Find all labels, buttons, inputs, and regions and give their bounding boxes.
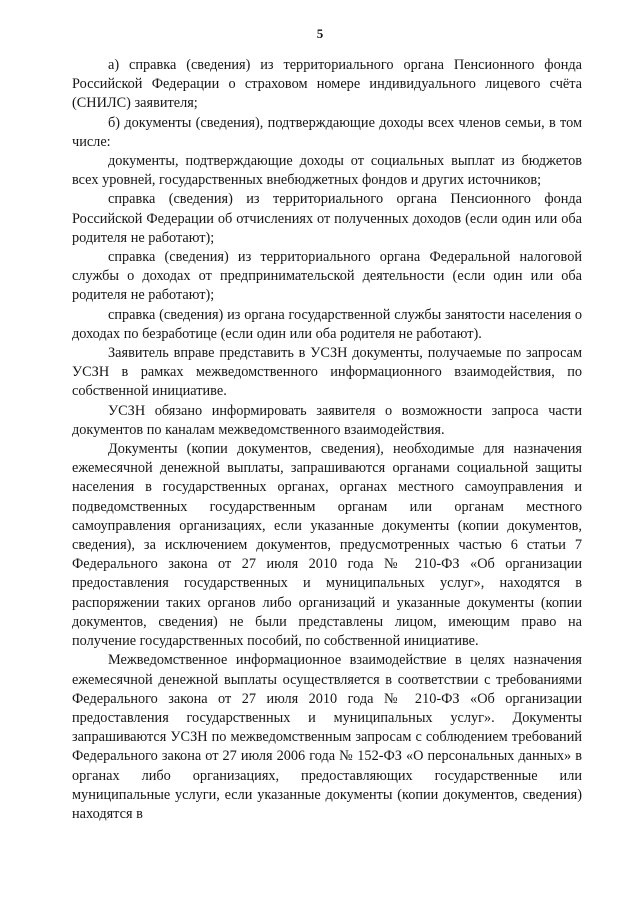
page-number: 5 xyxy=(316,26,324,41)
paragraph-spravka-snils: а) справка (сведения) из территориального органа Пенсионного фонда Российской Федерации о страховом номере индивидуального лицевого счёта (СНИЛС) заявителя; xyxy=(72,57,582,112)
paragraph-dokumenty-dohody: б) документы (сведения), подтверждающие доходы всех членов семьи, в том числе: xyxy=(72,114,582,150)
paragraph-spravka-pfr: справка (сведения) из территориального органа Пенсионного фонда Российской Федерации об отчислениях от полученных доходов (если один или оба родителя не работают); xyxy=(72,191,582,246)
paragraph-spravka-zanyatost: справка (сведения) из органа государственной службы занятости населения о доходах по безработице (если один или оба родителя не работают). xyxy=(72,306,582,342)
paragraph-zayavitel-vprave: Заявитель вправе представить в УСЗН документы, получаемые по запросам УСЗН в рамках межведомственного информационного взаимодействия, по собственной инициативе. xyxy=(72,345,582,400)
document-body xyxy=(72,56,582,824)
paragraph-dokumenty-zaprashivayutsya: Документы (копии документов, сведения), необходимые для назначения ежемесячной денежной выплаты, запрашиваются органами социальной защиты населения в государственных органах, органах местного самоуправления и подведомственных государственным органам или органам местного самоуправления организациях, если указанные документы (копии документов, сведения), за исключением документов, предусмотренных частью 6 статьи 7 Федерального закона от 27 июля 2010 года № 210-ФЗ «Об организации предоставления государственных и муниципальных услуг», находятся в распоряжении таких органов либо организаций и указанные документы (копии документов, сведения) не были представлены лицом, имеющим право на получение государственных пособий, по собственной инициативе. xyxy=(72,441,582,650)
paragraph-uszn-obyazano: УСЗН обязано информировать заявителя о возможности запроса части документов по каналам межведомственного взаимодействия. xyxy=(72,402,582,438)
paragraph-mezhvedomstvennoe-vzaimodeystvie: Межведомственное информационное взаимодействие в целях назначения ежемесячной денежной выплаты осуществляется в соответствии с требованиями Федерального закона от 27 июля 2010 года № 210-ФЗ «Об организации предоставления государственных и муниципальных услуг». Документы запрашиваются УСЗН по межведомственным запросам с соблюдением требований Федерального закона от 27 июля 2006 года № 152-ФЗ «О персональных данных» в органах либо организациях, предоставляющих государственные или муниципальные услуги, если указанные документы (копии документов, сведения) находятся в xyxy=(72,652,582,822)
paragraph-socialnye-vyplaty: документы, подтверждающие доходы от социальных выплат из бюджетов всех уровней, государственных внебюджетных фондов и других источников; xyxy=(72,153,582,189)
paragraph-spravka-fns: справка (сведения) из территориального органа Федеральной налоговой службы о доходах от предпринимательской деятельности (если один или оба родителя не работают); xyxy=(72,249,582,304)
